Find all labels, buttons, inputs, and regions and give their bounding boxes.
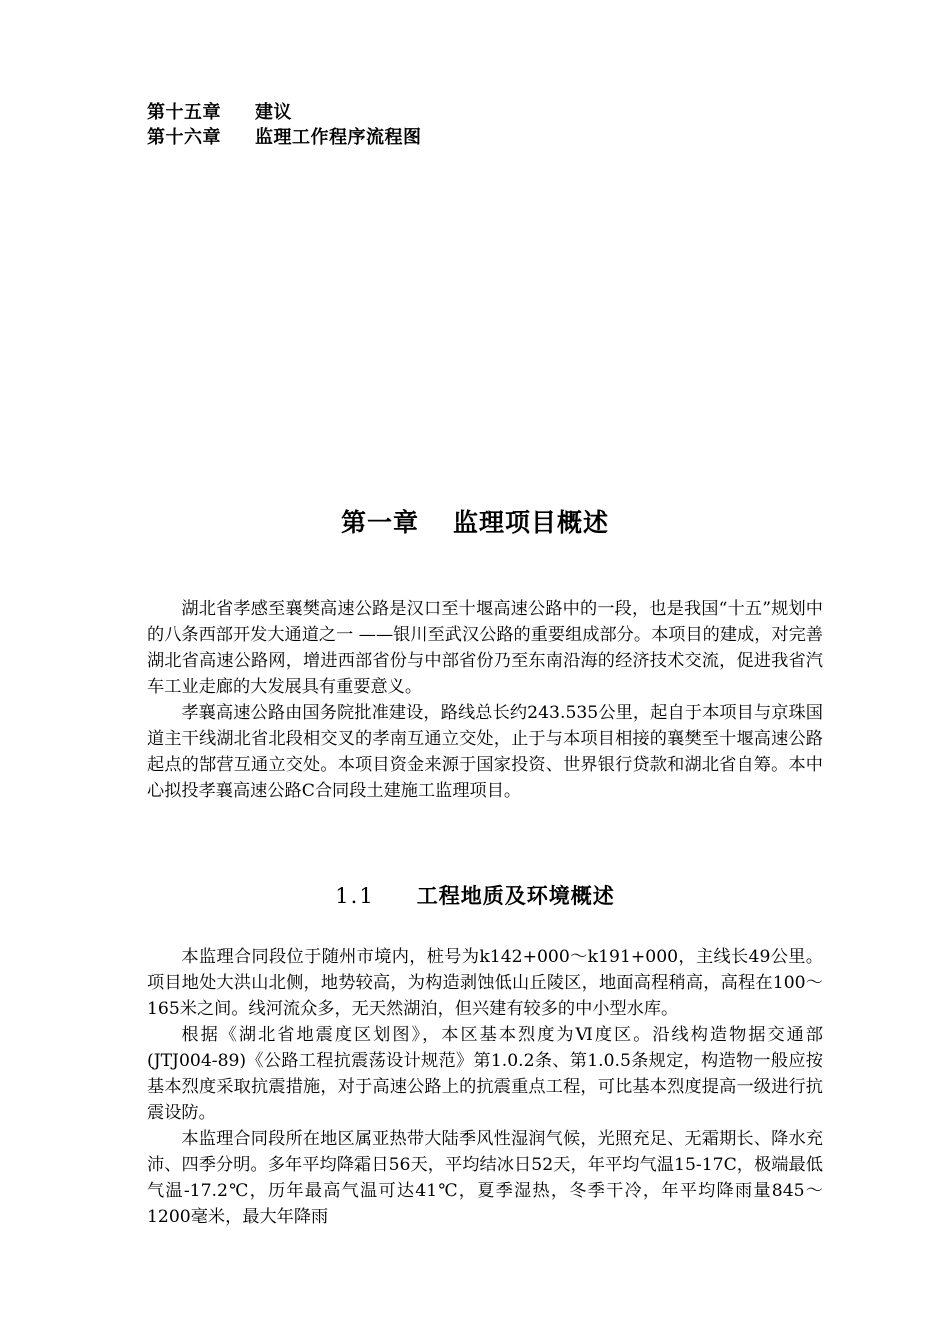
section-number: 1.1 <box>335 884 375 908</box>
toc-entry-title: 监理工作程序流程图 <box>255 127 422 148</box>
body-paragraph: 本监理合同段所在地区属亚热带大陆季风性湿润气候，光照充足、无霜期长、降水充沛、四季分明。多年平均降霜日56天，平均结冰日52天，年平均气温15-17C，极端最低气温-17.2℃，历年最高气温可达41℃，夏季湿热，冬季干冷，年平均降雨量845～1200毫米，最大年降雨 <box>147 1129 823 1227</box>
body-paragraph: 本监理合同段位于随州市境内，桩号为k142+000～k191+000，主线长49公里。项目地处大洪山北侧，地势较高，为构造剥蚀低山丘陵区，地面高程稍高，高程在100～165米之间。线河流众多，无天然湖泊，但兴建有较多的中小型水库。 <box>147 947 823 1019</box>
table-of-contents-tail <box>147 100 747 150</box>
chapter-title-text: 监理项目概述 <box>453 508 610 537</box>
section-title-text: 工程地质及环境概述 <box>416 884 615 908</box>
body-paragraph: 根据《湖北省地震度区划图》，本区基本烈度为Ⅵ度区。沿线构造物据交通部 (JTJ004-89)《公路工程抗震荡设计规范》第1.0.2条、第1.0.5条规定，构造物一般应按基本烈度采取抗震措施，对于高速公路上的抗震重点工程，可比基本烈度提高一级进行抗震设防。 <box>147 1025 823 1123</box>
body-paragraph: 湖北省孝感至襄樊高速公路是汉口至十堰高速公路中的一段，也是我国“十五”规划中的八条西部开发大通道之一 ——银川至武汉公路的重要组成部分。本项目的建成，对完善湖北省高速公路网，增进西部省份与中部省份乃至东南沿海的经济技术交流，促进我省汽车工业走廊的大发展具有重要意义。 <box>147 599 823 697</box>
chapter-number: 第一章 <box>340 508 419 537</box>
chapter-heading <box>0 505 950 541</box>
body-paragraph: 孝襄高速公路由国务院批准建设，路线总长约243.535公里，起自于本项目与京珠国道主干线湖北省北段相交叉的孝南互通立交处，止于与本项目相接的襄樊至十堰高速公路起点的郜营互通立交处。本项目资金来源于国家投资、世界银行贷款和湖北省自筹。本中心拟投孝襄高速公路C合同段土建施工监理项目。 <box>147 703 823 801</box>
toc-entry-number: 第十五章 <box>147 102 221 123</box>
section-heading <box>0 880 950 912</box>
chapter-intro-text <box>147 596 823 804</box>
toc-entry-chapter-16[interactable] <box>147 125 747 150</box>
toc-entry-number: 第十六章 <box>147 127 221 148</box>
toc-entry-chapter-15[interactable] <box>147 100 747 125</box>
toc-entry-title: 建议 <box>255 102 292 123</box>
section-body-text <box>147 944 823 1230</box>
